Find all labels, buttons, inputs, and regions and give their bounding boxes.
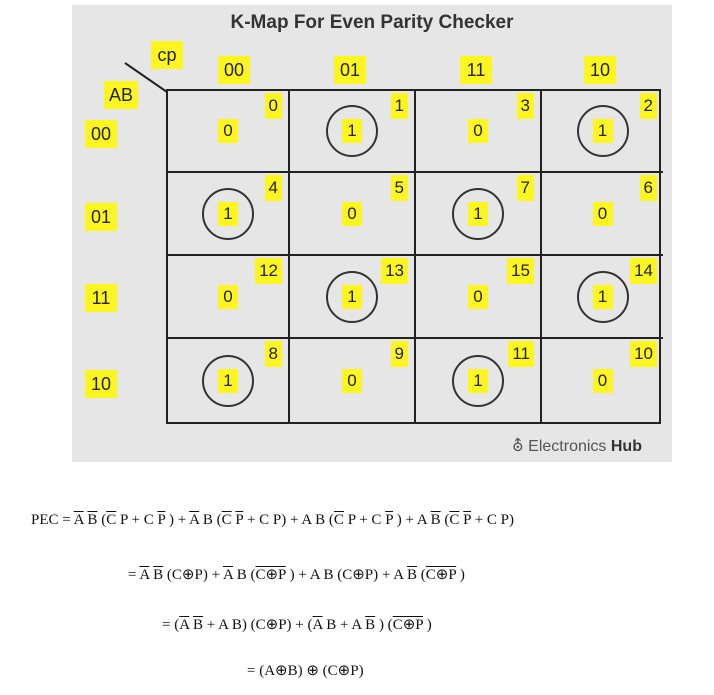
kmap-title: K-Map For Even Parity Checker bbox=[230, 12, 514, 33]
col-header-11: 11 bbox=[460, 56, 492, 84]
equation-line-4: = (A⊕B) ⊕ (C⊕P) bbox=[247, 663, 364, 679]
cell-index: 4 bbox=[265, 175, 282, 201]
cell-value: 1 bbox=[218, 202, 238, 226]
cell-index: 14 bbox=[630, 258, 657, 284]
cell-index: 0 bbox=[265, 93, 282, 119]
kmap-cell bbox=[168, 256, 290, 339]
cell-value: 0 bbox=[218, 285, 238, 309]
cell-value: 0 bbox=[342, 202, 362, 226]
cell-index: 3 bbox=[517, 93, 534, 119]
cell-value: 0 bbox=[342, 369, 362, 393]
cell-index: 10 bbox=[630, 341, 657, 367]
cell-value: 0 bbox=[218, 119, 238, 143]
cell-index: 7 bbox=[517, 175, 534, 201]
col-header-01: 01 bbox=[334, 56, 366, 84]
kmap-cell bbox=[290, 256, 416, 339]
var-label-cp: cp bbox=[151, 41, 183, 69]
col-header-10: 10 bbox=[584, 56, 616, 84]
cell-value: 1 bbox=[218, 369, 238, 393]
equation-line-2: = $\overline{A}$ $\overline{B}$ (C⊕P) + $\overline{A}$ B (C⊕P ) + A B (C⊕P) + A $\overline{B}$ (C⊕P ) bbox=[128, 567, 465, 583]
kmap-cell bbox=[416, 339, 542, 422]
kmap-cell bbox=[542, 339, 663, 422]
kmap-cell bbox=[416, 91, 542, 173]
brand-logo bbox=[512, 436, 642, 456]
cell-value: 1 bbox=[593, 119, 613, 143]
cell-index: 5 bbox=[391, 175, 408, 201]
kmap-cell bbox=[168, 91, 290, 173]
kmap-cell bbox=[168, 339, 290, 422]
col-header-00: 00 bbox=[218, 56, 250, 84]
kmap-cell bbox=[290, 173, 416, 256]
cell-value: 1 bbox=[468, 369, 488, 393]
kmap-cell bbox=[168, 173, 290, 256]
cell-value: 1 bbox=[593, 285, 613, 309]
row-header-00: 00 bbox=[85, 120, 117, 148]
cell-value: 0 bbox=[593, 202, 613, 226]
kmap-cell bbox=[416, 173, 542, 256]
cell-value: 1 bbox=[468, 202, 488, 226]
var-label-ab: AB bbox=[104, 81, 138, 109]
cell-index: 2 bbox=[640, 93, 657, 119]
row-header-11: 11 bbox=[85, 284, 117, 312]
row-header-01: 01 bbox=[85, 203, 117, 231]
kmap-cell bbox=[542, 91, 663, 173]
cell-value: 0 bbox=[468, 285, 488, 309]
cell-index: 9 bbox=[391, 341, 408, 367]
cell-index: 1 bbox=[391, 93, 408, 119]
brand-name-bold: Hub bbox=[610, 438, 642, 455]
cell-index: 11 bbox=[508, 341, 534, 367]
brand-name: Electronics bbox=[528, 438, 607, 455]
equation-line-1: PEC = $\overline{A}$ $\overline{B}$ ($\overline{C}$ P + C $\overline{P}$ ) + $\overline{A}$ B ($\overline{C}$ $\overline{P} + C$ P) + A B ($\overline{C}$ P + C $\overline{P}$ ) + A $\overline{B}$ ($\overline{C}$ $\overline{P} + C$ P) bbox=[31, 512, 515, 528]
cell-index: 6 bbox=[640, 175, 657, 201]
brand-icon: ⛢ bbox=[512, 438, 524, 455]
cell-value: 0 bbox=[593, 369, 613, 393]
cell-index: 13 bbox=[381, 258, 408, 284]
kmap-cell bbox=[416, 256, 542, 339]
cell-value: 1 bbox=[342, 285, 362, 309]
cell-index: 12 bbox=[255, 258, 282, 284]
kmap-cell bbox=[542, 256, 663, 339]
kmap-grid bbox=[166, 89, 661, 424]
equation-line-3: = ($\overline{A}$ $\overline{B} + A$ B) (C⊕P) + ($\overline{A}$ B + A $\overline{B}$ ) (C⊕P ) bbox=[162, 617, 432, 633]
kmap-cell bbox=[542, 173, 663, 256]
row-header-10: 10 bbox=[85, 370, 117, 398]
cell-index: 15 bbox=[507, 258, 534, 284]
cell-value: 1 bbox=[342, 119, 362, 143]
cell-index: 8 bbox=[265, 341, 282, 367]
kmap-cell bbox=[290, 91, 416, 173]
cell-value: 0 bbox=[468, 119, 488, 143]
kmap-cell bbox=[290, 339, 416, 422]
